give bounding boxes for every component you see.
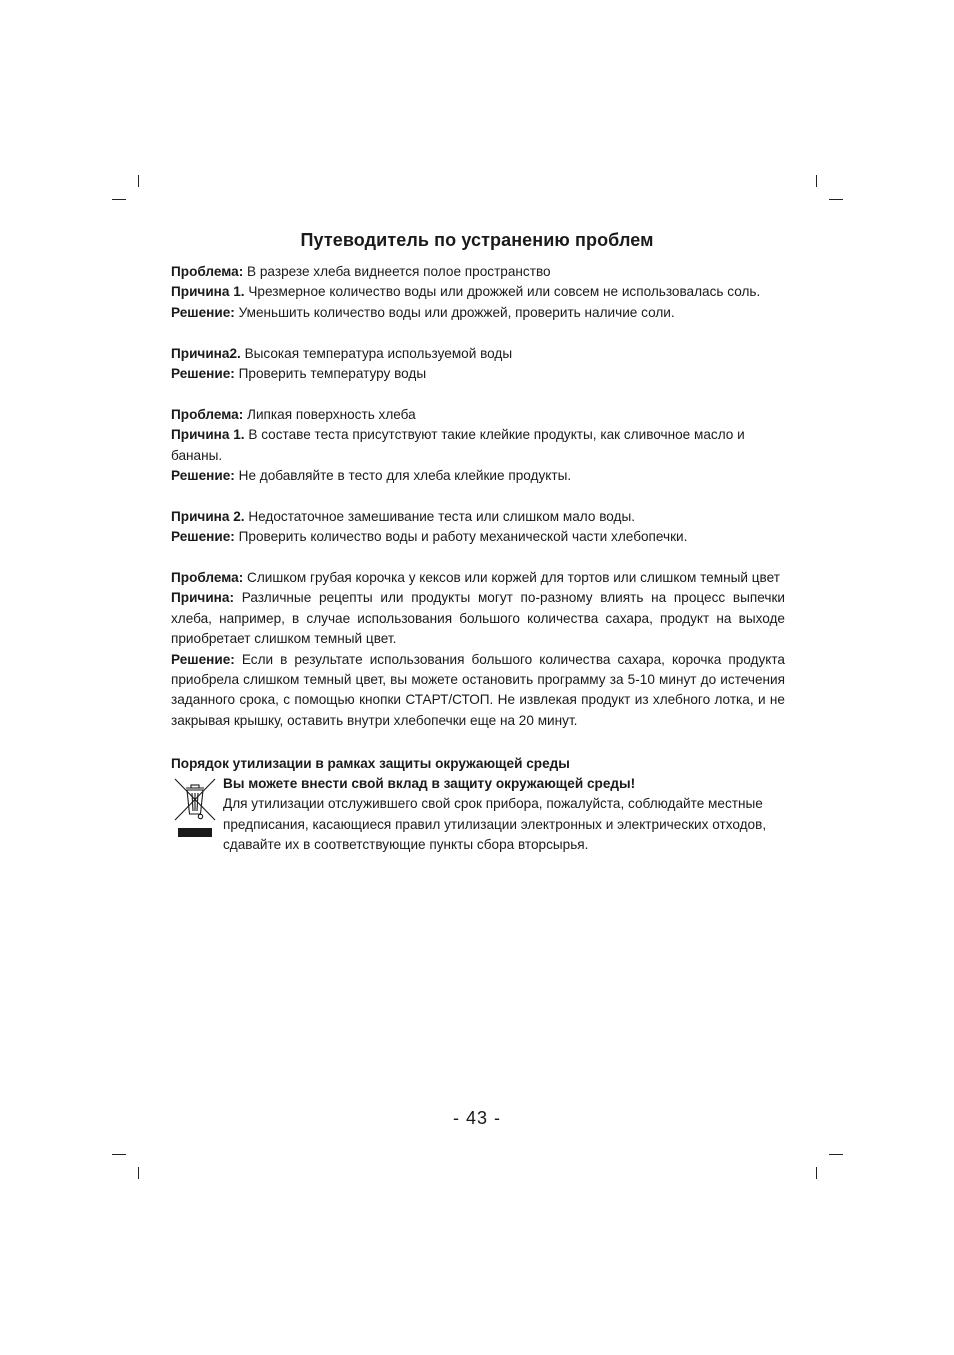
page-title: Путеводитель по устранению проблем <box>300 230 654 250</box>
solution-line: Решение: Не добавляйте в тесто для хлеба клейкие продукты. <box>171 468 572 484</box>
solution-paragraph: Решение: Если в результате использования большого количества сахара, корочка продукта приобрела слишком темный цвет, вы можете остановить программу за 5-10 минут до истечения заданного срока, с помощью кнопки СТАРТ/СТОП. Не извлекая продукт из хлебного лотка, и не закрывая крышку, оставить внутри хлебопечки еще на 20 минут. <box>171 651 785 728</box>
disposal-subheading: Вы можете внести свой вклад в защиту окружающей среды! <box>223 776 636 791</box>
solution-line: Решение: Проверить количество воды и работу механической части хлебопечки. <box>171 529 688 545</box>
crop-mark <box>138 1167 139 1179</box>
solution-line: Решение: Уменьшить количество воды или дрожжей, проверить наличие соли. <box>171 304 675 320</box>
crop-mark <box>816 1167 817 1179</box>
crop-mark <box>112 199 126 200</box>
page-number: - 43 - <box>452 1108 501 1128</box>
cause-line: Причина 2. Недостаточное замешивание теста или слишком мало воды. <box>171 508 636 524</box>
problem-line: Проблема: Липкая поверхность хлеба <box>171 406 416 422</box>
disposal-heading: Порядок утилизации в рамках защиты окружающей среды <box>171 756 570 771</box>
cause-line: Причина 1. В составе теста присутствуют такие клейкие продукты, как сливочное масло и бананы. <box>171 427 745 463</box>
cause-line: Причина 1. Чрезмерное количество воды или дрожжей или совсем не использовалась соль. <box>171 284 761 300</box>
crop-mark <box>112 1154 126 1155</box>
problem-line: Проблема: Слишком грубая корочка у кексов или коржей для тортов или слишком темный цвет <box>171 570 780 586</box>
crop-mark <box>816 175 817 187</box>
disposal-instructions: Для утилизации отслужившего свой срок прибора, пожалуйста, соблюдайте местные предписания, касающиеся правил утилизации электронных и электрических отходов, сдавайте их в соответствующие пункты сбора вторсырья. <box>223 796 767 853</box>
crop-mark <box>138 175 139 187</box>
cause-line: Причина2. Высокая температура используемой воды <box>171 345 513 361</box>
problem-line: Проблема: В разрезе хлеба виднеется полое пространство <box>171 264 551 279</box>
troubleshooting-body <box>171 262 785 731</box>
crossed-out-bin-icon <box>172 776 218 838</box>
crop-mark <box>829 1154 843 1155</box>
solution-line: Решение: Проверить температуру воды <box>171 366 427 382</box>
crop-mark <box>829 199 843 200</box>
disposal-text <box>223 774 785 856</box>
cause-paragraph: Причина: Различные рецепты или продукты могут по-разному влиять на процесс выпечки хлеба, например, в случае использования большого количества сахара, продукт на выходе приобретает слишком темный цвет. <box>171 590 785 647</box>
